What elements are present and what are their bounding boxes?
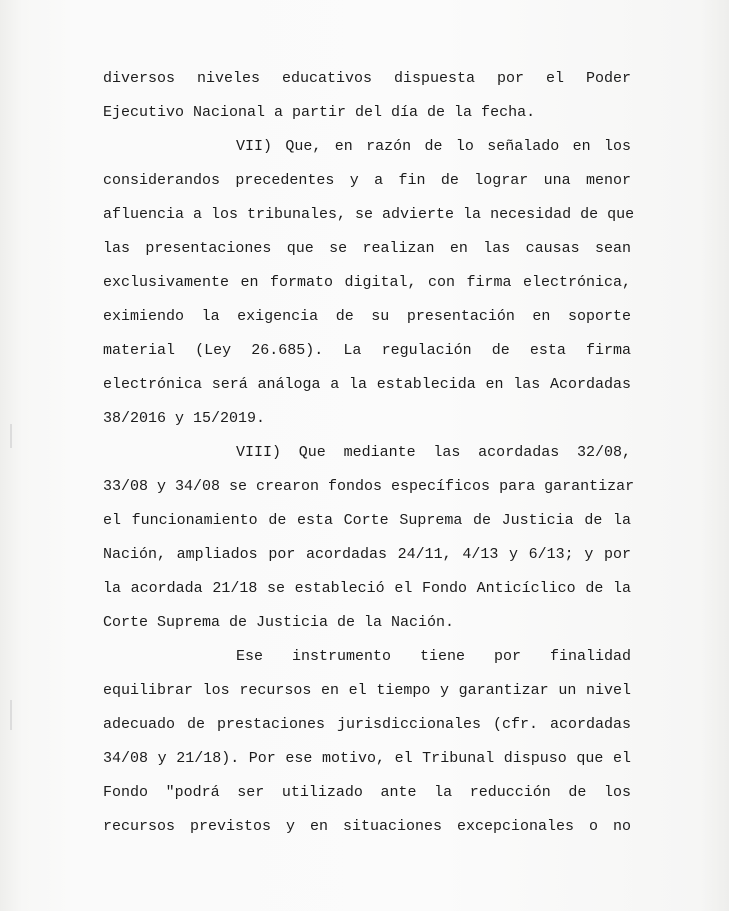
paragraph-start-line: VII) Que, en razón de lo señalado en los xyxy=(236,138,631,155)
text-line: 34/08 y 21/18). Por ese motivo, el Tribunal dispuso que el xyxy=(103,750,631,767)
paragraph-start-line: VIII) Que mediante las acordadas 32/08, xyxy=(236,444,631,461)
text-line: adecuado de prestaciones jurisdiccionales (cfr. acordadas xyxy=(103,716,631,733)
text-line: electrónica será análoga a la establecida en las Acordadas xyxy=(103,376,631,393)
text-line: eximiendo la exigencia de su presentación en soporte xyxy=(103,308,631,325)
text-line: 38/2016 y 15/2019. xyxy=(103,410,266,427)
text-line: exclusivamente en formato digital, con firma electrónica, xyxy=(103,274,631,291)
text-line: Corte Suprema de Justicia de la Nación. xyxy=(103,614,455,631)
page-edge-mark xyxy=(10,700,12,730)
text-line: afluencia a los tribunales, se advierte la necesidad de que xyxy=(103,206,635,223)
text-line: Fondo "podrá ser utilizado ante la reducción de los xyxy=(103,784,631,801)
text-line: 33/08 y 34/08 se crearon fondos específicos para garantizar xyxy=(103,478,635,495)
text-line: el funcionamiento de esta Corte Suprema de Justicia de la xyxy=(103,512,631,529)
page-edge-mark xyxy=(10,424,12,448)
text-line: Ejecutivo Nacional a partir del día de la fecha. xyxy=(103,104,536,121)
text-line: diversos niveles educativos dispuesta por el Poder xyxy=(103,70,631,87)
text-line: considerandos precedentes y a fin de lograr una menor xyxy=(103,172,631,189)
text-line: material (Ley 26.685). La regulación de esta firma xyxy=(103,342,631,359)
text-line: Nación, ampliados por acordadas 24/11, 4/13 y 6/13; y por xyxy=(103,546,631,563)
text-line: recursos previstos y en situaciones excepcionales o no xyxy=(103,818,631,835)
text-line: la acordada 21/18 se estableció el Fondo Anticíclico de la xyxy=(103,580,631,597)
text-line: equilibrar los recursos en el tiempo y garantizar un nivel xyxy=(103,682,631,699)
paragraph-start-line: Ese instrumento tiene por finalidad xyxy=(236,648,631,665)
text-line: las presentaciones que se realizan en las causas sean xyxy=(103,240,631,257)
